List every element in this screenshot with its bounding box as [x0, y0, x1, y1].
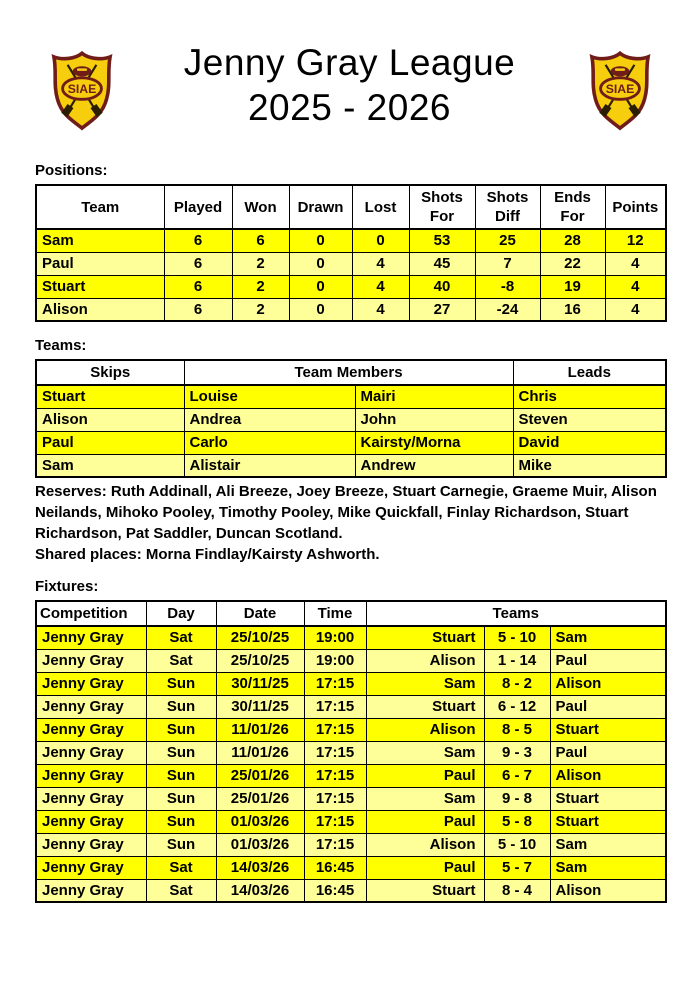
cell-won: 2 — [232, 275, 289, 298]
cell-time: 17:15 — [304, 810, 366, 833]
fixture-row — [36, 879, 666, 902]
club-crest-icon — [46, 47, 118, 133]
cell-home-team: Alison — [366, 649, 484, 672]
cell-time: 17:15 — [304, 833, 366, 856]
cell-team: Paul — [36, 252, 164, 275]
cell-competition: Jenny Gray — [36, 856, 146, 879]
cell-away-team: Stuart — [550, 718, 666, 741]
col-header-drawn: Drawn — [289, 185, 352, 229]
fixture-row — [36, 833, 666, 856]
cell-member: Alistair — [184, 454, 355, 477]
cell-day: Sun — [146, 764, 216, 787]
cell-skip: Stuart — [36, 385, 184, 408]
page-header — [0, 0, 699, 150]
cell-time: 17:15 — [304, 764, 366, 787]
cell-day: Sun — [146, 810, 216, 833]
cell-member: Carlo — [184, 431, 355, 454]
cell-time: 17:15 — [304, 718, 366, 741]
cell-score: 8 - 2 — [484, 672, 550, 695]
cell-home-team: Alison — [366, 718, 484, 741]
cell-team: Alison — [36, 298, 164, 321]
cell-away-team: Sam — [550, 856, 666, 879]
col-header-date: Date — [216, 601, 304, 626]
fixture-row — [36, 810, 666, 833]
col-header-competition: Competition — [36, 601, 146, 626]
col-header-skips: Skips — [36, 360, 184, 385]
cell-date: 25/01/26 — [216, 764, 304, 787]
club-crest-icon — [584, 47, 656, 133]
cell-day: Sun — [146, 833, 216, 856]
cell-away-team: Stuart — [550, 787, 666, 810]
cell-date: 14/03/26 — [216, 856, 304, 879]
cell-shots-for: 45 — [409, 252, 475, 275]
cell-day: Sat — [146, 626, 216, 649]
positions-row — [36, 275, 666, 298]
cell-lead: David — [513, 431, 666, 454]
col-header-team: Team — [36, 185, 164, 229]
cell-shots-diff: 25 — [475, 229, 540, 252]
cell-away-team: Paul — [550, 649, 666, 672]
cell-home-team: Sam — [366, 787, 484, 810]
col-header-day: Day — [146, 601, 216, 626]
cell-shots-diff: 7 — [475, 252, 540, 275]
teams-table — [35, 359, 667, 478]
cell-lost: 4 — [352, 252, 409, 275]
cell-ends-for: 28 — [540, 229, 605, 252]
cell-competition: Jenny Gray — [36, 672, 146, 695]
cell-score: 8 - 4 — [484, 879, 550, 902]
col-header-leads: Leads — [513, 360, 666, 385]
cell-score: 9 - 8 — [484, 787, 550, 810]
cell-home-team: Paul — [366, 810, 484, 833]
cell-home-team: Paul — [366, 764, 484, 787]
cell-away-team: Paul — [550, 695, 666, 718]
cell-competition: Jenny Gray — [36, 787, 146, 810]
cell-time: 19:00 — [304, 649, 366, 672]
cell-date: 25/10/25 — [216, 649, 304, 672]
cell-away-team: Alison — [550, 672, 666, 695]
fixture-row — [36, 695, 666, 718]
cell-day: Sun — [146, 718, 216, 741]
title-line-1: Jenny Gray League — [183, 42, 516, 83]
cell-member: Kairsty/Morna — [355, 431, 513, 454]
cell-lost: 4 — [352, 275, 409, 298]
cell-score: 1 - 14 — [484, 649, 550, 672]
col-header-played: Played — [164, 185, 232, 229]
cell-home-team: Sam — [366, 741, 484, 764]
shared-places-note: Shared places: Morna Findlay/Kairsty Ashworth. — [35, 546, 380, 563]
fixtures-header-row — [36, 601, 666, 626]
cell-member: Andrea — [184, 408, 355, 431]
cell-member: Mairi — [355, 385, 513, 408]
cell-day: Sat — [146, 879, 216, 902]
cell-won: 2 — [232, 298, 289, 321]
col-header-points: Points — [605, 185, 666, 229]
cell-away-team: Sam — [550, 626, 666, 649]
cell-points: 12 — [605, 229, 666, 252]
cell-member: John — [355, 408, 513, 431]
cell-score: 5 - 7 — [484, 856, 550, 879]
cell-home-team: Sam — [366, 672, 484, 695]
fixtures-label: Fixtures: — [35, 578, 99, 595]
svg-text:SIAE: SIAE — [605, 81, 635, 96]
cell-date: 14/03/26 — [216, 879, 304, 902]
fixture-row — [36, 764, 666, 787]
cell-home-team: Stuart — [366, 879, 484, 902]
cell-points: 4 — [605, 275, 666, 298]
cell-lead: Chris — [513, 385, 666, 408]
cell-date: 01/03/26 — [216, 833, 304, 856]
cell-time: 17:15 — [304, 672, 366, 695]
cell-home-team: Alison — [366, 833, 484, 856]
cell-score: 8 - 5 — [484, 718, 550, 741]
cell-time: 19:00 — [304, 626, 366, 649]
fixture-row — [36, 787, 666, 810]
cell-played: 6 — [164, 252, 232, 275]
col-header-team-members: Team Members — [184, 360, 513, 385]
cell-shots-diff: -8 — [475, 275, 540, 298]
cell-score: 5 - 10 — [484, 833, 550, 856]
cell-day: Sun — [146, 787, 216, 810]
fixture-row — [36, 856, 666, 879]
cell-won: 2 — [232, 252, 289, 275]
cell-competition: Jenny Gray — [36, 764, 146, 787]
cell-competition: Jenny Gray — [36, 810, 146, 833]
positions-label: Positions: — [35, 162, 108, 179]
cell-date: 25/10/25 — [216, 626, 304, 649]
teams-header-row — [36, 360, 666, 385]
cell-shots-for: 40 — [409, 275, 475, 298]
teams-row — [36, 408, 666, 431]
cell-time: 16:45 — [304, 879, 366, 902]
cell-date: 30/11/25 — [216, 695, 304, 718]
cell-day: Sun — [146, 695, 216, 718]
cell-drawn: 0 — [289, 275, 352, 298]
cell-date: 11/01/26 — [216, 741, 304, 764]
cell-played: 6 — [164, 229, 232, 252]
cell-score: 6 - 12 — [484, 695, 550, 718]
cell-member: Andrew — [355, 454, 513, 477]
positions-row — [36, 298, 666, 321]
cell-shots-for: 27 — [409, 298, 475, 321]
cell-time: 17:15 — [304, 787, 366, 810]
cell-competition: Jenny Gray — [36, 879, 146, 902]
cell-skip: Paul — [36, 431, 184, 454]
cell-home-team: Stuart — [366, 626, 484, 649]
cell-competition: Jenny Gray — [36, 741, 146, 764]
cell-skip: Sam — [36, 454, 184, 477]
cell-home-team: Paul — [366, 856, 484, 879]
fixture-row — [36, 741, 666, 764]
cell-day: Sun — [146, 672, 216, 695]
col-header-ends-for: Ends For — [540, 185, 605, 229]
cell-score: 9 - 3 — [484, 741, 550, 764]
cell-competition: Jenny Gray — [36, 626, 146, 649]
svg-text:SIAE: SIAE — [67, 81, 97, 96]
teams-label: Teams: — [35, 337, 87, 354]
positions-header-row — [36, 185, 666, 229]
cell-away-team: Alison — [550, 764, 666, 787]
cell-points: 4 — [605, 298, 666, 321]
positions-row — [36, 229, 666, 252]
cell-score: 5 - 8 — [484, 810, 550, 833]
cell-team: Stuart — [36, 275, 164, 298]
cell-day: Sat — [146, 649, 216, 672]
col-header-teams: Teams — [366, 601, 666, 626]
cell-ends-for: 16 — [540, 298, 605, 321]
cell-away-team: Sam — [550, 833, 666, 856]
teams-row — [36, 431, 666, 454]
cell-won: 6 — [232, 229, 289, 252]
cell-lost: 4 — [352, 298, 409, 321]
cell-shots-diff: -24 — [475, 298, 540, 321]
cell-drawn: 0 — [289, 229, 352, 252]
cell-played: 6 — [164, 298, 232, 321]
cell-member: Louise — [184, 385, 355, 408]
cell-date: 11/01/26 — [216, 718, 304, 741]
fixtures-table — [35, 600, 667, 903]
cell-date: 30/11/25 — [216, 672, 304, 695]
cell-competition: Jenny Gray — [36, 718, 146, 741]
cell-lead: Steven — [513, 408, 666, 431]
cell-day: Sat — [146, 856, 216, 879]
cell-drawn: 0 — [289, 298, 352, 321]
cell-competition: Jenny Gray — [36, 649, 146, 672]
col-header-shots-diff: Shots Diff — [475, 185, 540, 229]
cell-score: 6 - 7 — [484, 764, 550, 787]
cell-away-team: Alison — [550, 879, 666, 902]
fixture-row — [36, 649, 666, 672]
cell-date: 25/01/26 — [216, 787, 304, 810]
cell-score: 5 - 10 — [484, 626, 550, 649]
cell-ends-for: 22 — [540, 252, 605, 275]
cell-home-team: Stuart — [366, 695, 484, 718]
col-header-won: Won — [232, 185, 289, 229]
positions-row — [36, 252, 666, 275]
cell-lost: 0 — [352, 229, 409, 252]
col-header-lost: Lost — [352, 185, 409, 229]
cell-shots-for: 53 — [409, 229, 475, 252]
cell-lead: Mike — [513, 454, 666, 477]
teams-row — [36, 454, 666, 477]
cell-team: Sam — [36, 229, 164, 252]
cell-time: 17:15 — [304, 741, 366, 764]
fixture-row — [36, 718, 666, 741]
cell-skip: Alison — [36, 408, 184, 431]
cell-points: 4 — [605, 252, 666, 275]
title-line-2: 2025 - 2026 — [247, 87, 451, 128]
col-header-time: Time — [304, 601, 366, 626]
cell-ends-for: 19 — [540, 275, 605, 298]
col-header-shots-for: Shots For — [409, 185, 475, 229]
fixture-row — [36, 626, 666, 649]
positions-table — [35, 184, 667, 322]
teams-row — [36, 385, 666, 408]
cell-away-team: Paul — [550, 741, 666, 764]
cell-date: 01/03/26 — [216, 810, 304, 833]
cell-competition: Jenny Gray — [36, 833, 146, 856]
reserves-note: Reserves: Ruth Addinall, Ali Breeze, Joey Breeze, Stuart Carnegie, Graeme Muir, Alison Neilands, Mihoko Pooley, Timothy Pooley, Mike Quickfall, Finlay Richardson, Stuart Richardson, Pat Saddler, Duncan Scotland. — [35, 483, 657, 542]
cell-played: 6 — [164, 275, 232, 298]
fixture-row — [36, 672, 666, 695]
cell-day: Sun — [146, 741, 216, 764]
cell-time: 16:45 — [304, 856, 366, 879]
cell-drawn: 0 — [289, 252, 352, 275]
cell-time: 17:15 — [304, 695, 366, 718]
cell-away-team: Stuart — [550, 810, 666, 833]
cell-competition: Jenny Gray — [36, 695, 146, 718]
